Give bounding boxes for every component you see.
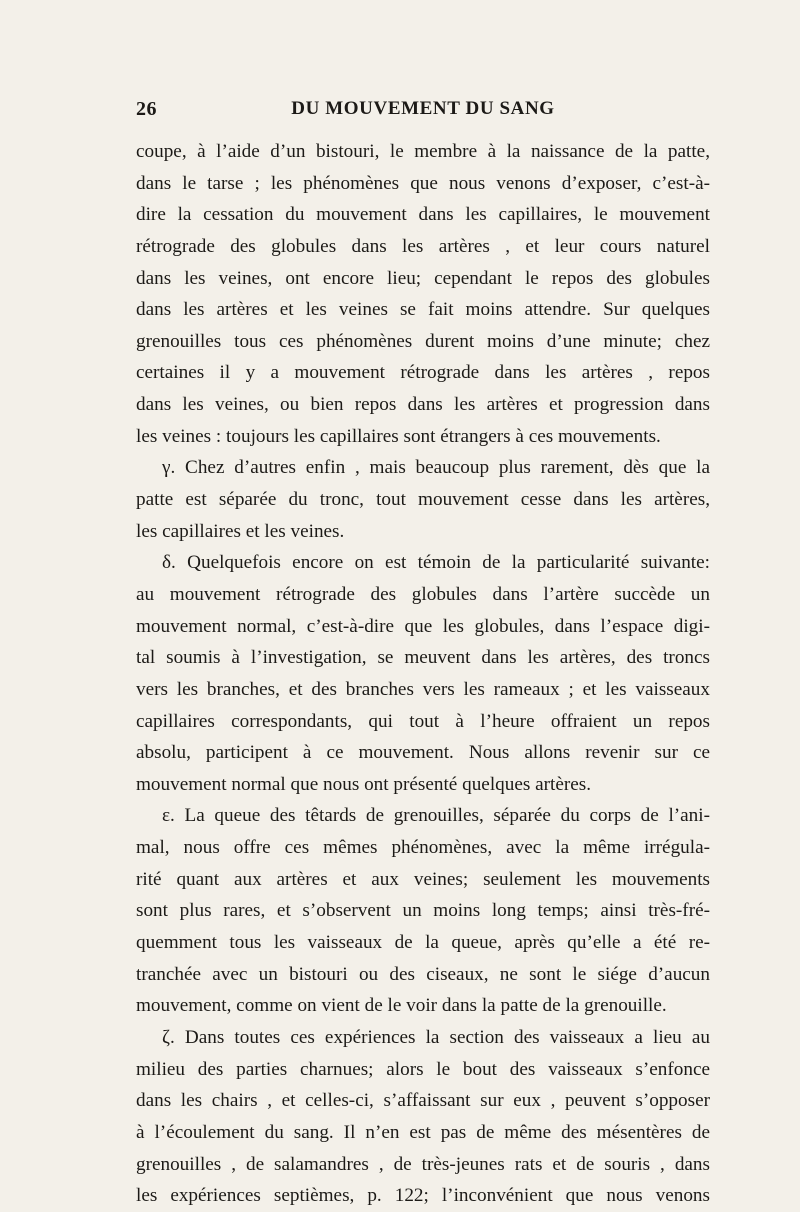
text-line: dans les artères et les veines se fait moins attendre. Sur quelques — [136, 299, 710, 321]
text-line: vers les branches, et des branches vers les rameaux ; et les vaisseaux — [136, 678, 710, 700]
text-line: grenouilles tous ces phénomènes durent moins d’une minute; chez — [136, 330, 710, 352]
text-line: tranchée avec un bistouri ou des ciseaux, ne sont le siége d’aucun — [136, 963, 710, 985]
text-line: certaines il y a mouvement rétrograde dans les artères , repos — [136, 362, 710, 384]
text-line: coupe, à l’aide d’un bistouri, le membre à la naissance de la patte, — [136, 141, 710, 162]
text-line: quemment tous les vaisseaux de la queue, après qu’elle a été re- — [136, 932, 710, 954]
text-line: milieu des parties charnues; alors le bout des vaisseaux s’enfonce — [136, 1058, 710, 1080]
page-number: 26 — [136, 98, 157, 120]
body-text — [136, 136, 710, 1212]
text-line: mouvement normal que nous ont présenté quelques artères. — [136, 773, 592, 795]
text-line: grenouilles , de salamandres , de très-jeunes rats et de souris , dans — [136, 1153, 710, 1175]
text-line: sont plus rares, et s’observent un moins long temps; ainsi très-fré- — [136, 900, 710, 922]
paragraph-delta-start: δ. Quelquefois encore on est témoin de la particularité suivante: — [162, 552, 710, 574]
text-line: capillaires correspondants, qui tout à l’heure offraient un repos — [136, 710, 710, 732]
running-title: DU MOUVEMENT DU SANG — [291, 98, 555, 119]
text-line: dans le tarse ; les phénomènes que nous venons d’exposer, c’est-à- — [136, 172, 710, 194]
text-line: les expériences septièmes, p. 122; l’inconvénient que nous venons — [136, 1185, 710, 1207]
paragraph-zeta-start: ζ. Dans toutes ces expériences la section des vaisseaux a lieu au — [162, 1026, 710, 1048]
text-line: dans les veines, ou bien repos dans les artères et progression dans — [136, 394, 710, 416]
text-line: mal, nous offre ces mêmes phénomènes, avec la même irrégula- — [136, 837, 710, 859]
text-line: mouvement normal, c’est-à-dire que les globules, dans l’espace digi- — [136, 615, 710, 637]
text-line: les capillaires et les veines. — [136, 520, 345, 542]
text-line: rétrograde des globules dans les artères , et leur cours naturel — [136, 235, 710, 257]
text-line: rité quant aux artères et aux veines; seulement les mouvements — [136, 868, 710, 890]
running-head — [136, 98, 710, 124]
text-line: à l’écoulement du sang. Il n’en est pas de même des mésentères de — [136, 1121, 710, 1143]
paragraph-gamma-start: γ. Chez d’autres enfin , mais beaucoup plus rarement, dès que la — [162, 457, 710, 479]
text-line: mouvement, comme on vient de le voir dans la patte de la grenouille. — [136, 995, 667, 1017]
text-line: tal soumis à l’investigation, se meuvent dans les artères, des troncs — [136, 647, 710, 669]
text-line: dans les chairs , et celles-ci, s’affaissant sur eux , peuvent s’opposer — [136, 1090, 710, 1112]
text-line: absolu, participent à ce mouvement. Nous allons revenir sur ce — [136, 742, 710, 764]
text-line: dire la cessation du mouvement dans les capillaires, le mouvement — [136, 204, 710, 226]
text-line: au mouvement rétrograde des globules dans l’artère succède un — [136, 583, 710, 605]
text-line: dans les veines, ont encore lieu; cependant le repos des globules — [136, 267, 710, 289]
text-line: patte est séparée du tronc, tout mouvement cesse dans les artères, — [136, 489, 710, 511]
text-line: les veines : toujours les capillaires sont étrangers à ces mouvements. — [136, 425, 661, 447]
paragraph-epsilon-start: ε. La queue des têtards de grenouilles, séparée du corps de l’ani- — [162, 805, 710, 827]
